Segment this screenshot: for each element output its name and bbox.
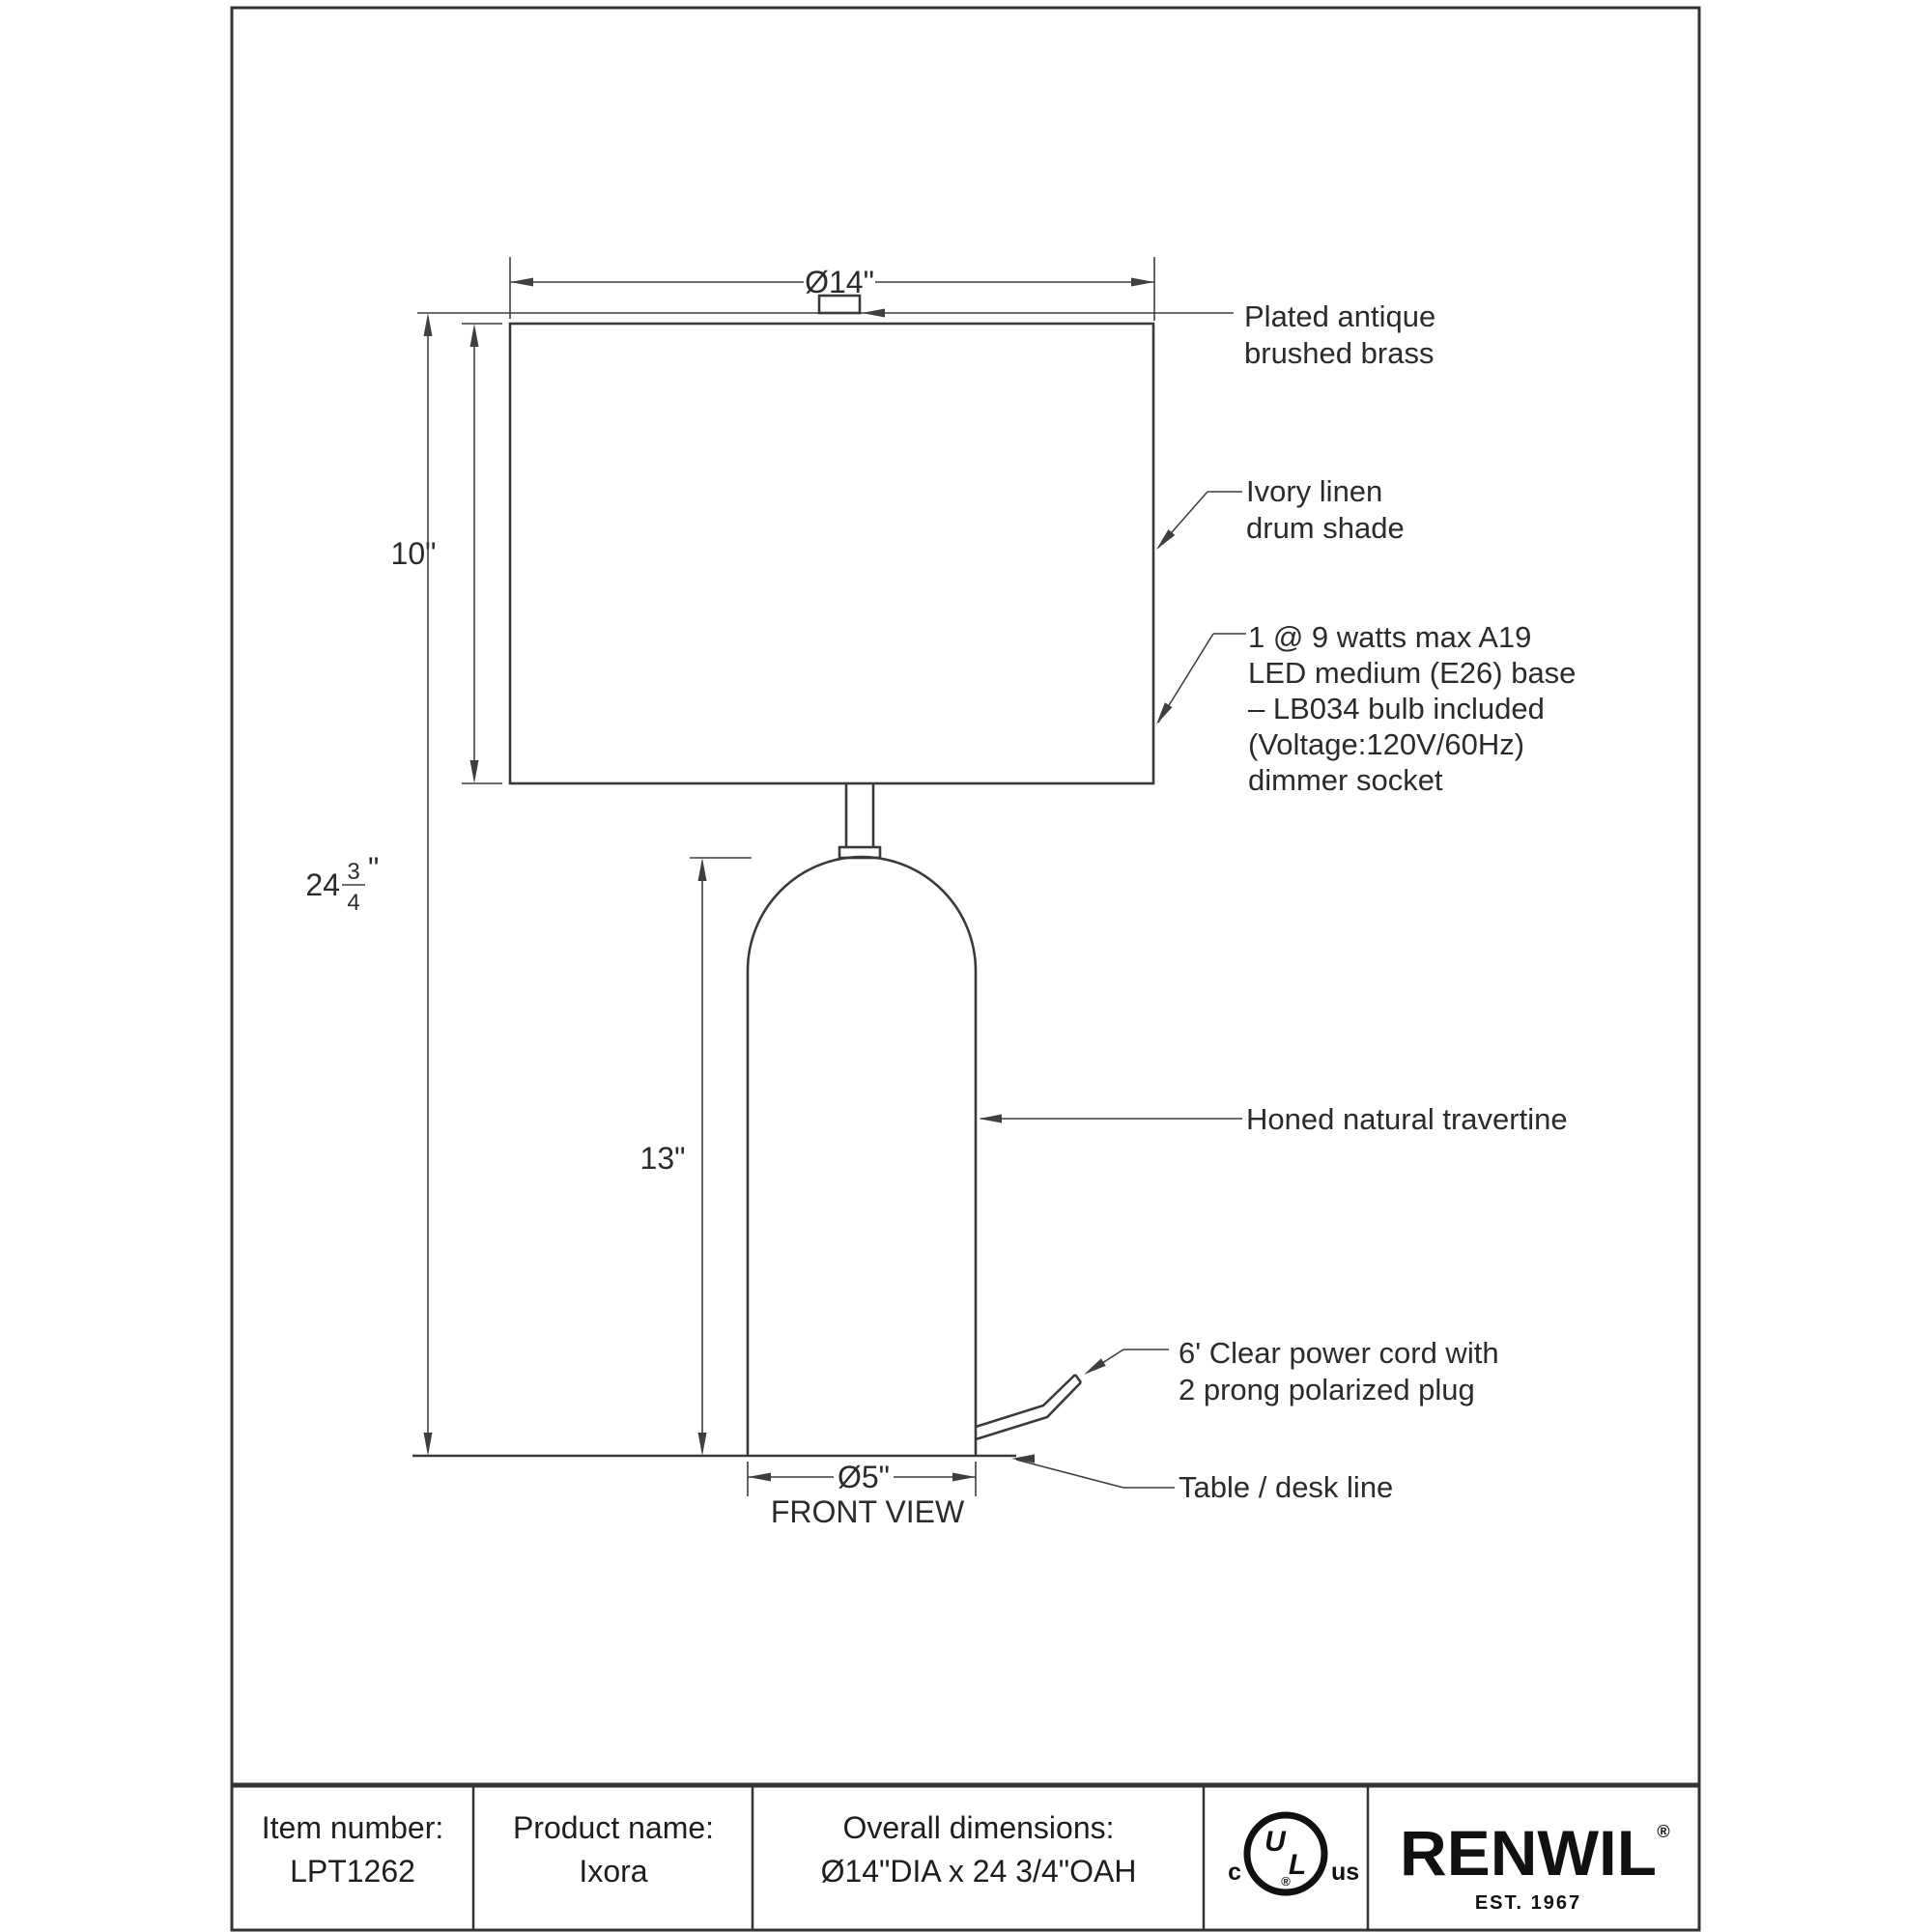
- callout-finial-line2: brushed brass: [1244, 336, 1435, 370]
- callout-base-text: Honed natural travertine: [1246, 1102, 1568, 1136]
- product-name-value: Ixora: [579, 1854, 648, 1889]
- ul-letter-u: U: [1264, 1826, 1286, 1858]
- overall-dimensions-label: Overall dimensions:: [842, 1810, 1115, 1845]
- callout-cord-line2: 2 prong polarized plug: [1179, 1373, 1475, 1406]
- dim-13-arrow-up: [698, 858, 707, 881]
- product-name-label: Product name:: [512, 1810, 715, 1845]
- dim-base-diameter-label: Ø5": [837, 1460, 891, 1494]
- brand-registered-mark: ®: [1657, 1822, 1670, 1841]
- dim-24-arrow-up: [424, 313, 433, 336]
- callout-table-text: Table / desk line: [1179, 1470, 1394, 1504]
- callout-cord-arrow: [1084, 1358, 1106, 1375]
- page-border: [232, 8, 1699, 1930]
- title-block-product-name-cell: [513, 1810, 714, 1889]
- dim-shade-height-label: 10": [390, 536, 437, 571]
- callout-bulb-line4: (Voltage:120V/60Hz): [1248, 727, 1525, 761]
- dim-shade-diameter-label: Ø14": [805, 265, 874, 299]
- dim-5-arrow-right: [952, 1473, 976, 1482]
- shade-outline: [510, 324, 1153, 783]
- item-number-value: LPT1262: [290, 1854, 415, 1889]
- dim-14-arrow-left: [510, 278, 533, 287]
- dim-13-arrow-down: [698, 1433, 707, 1456]
- callout-finial-arrow: [862, 309, 885, 318]
- dim-14-arrow-right: [1131, 278, 1154, 287]
- ul-letter-l: L: [1288, 1849, 1307, 1881]
- dim-overall-unit: ": [368, 851, 380, 886]
- callout-table-leader-d: [1016, 1460, 1123, 1488]
- callout-base-arrow: [979, 1115, 1002, 1123]
- dim-24-arrow-down: [424, 1433, 433, 1456]
- callout-cord-line1: 6' Clear power cord with: [1179, 1336, 1499, 1370]
- overall-dimensions-value: Ø14"DIA x 24 3/4"OAH: [820, 1854, 1137, 1889]
- dim-5-arrow-left: [748, 1473, 771, 1482]
- item-number-label: Item number:: [261, 1810, 444, 1845]
- renwil-logo: [1400, 1817, 1670, 1914]
- view-label: FRONT VIEW: [770, 1494, 965, 1529]
- power-cord-upper-line: [976, 1375, 1075, 1427]
- dim-overall-whole: 24: [305, 867, 340, 902]
- ul-us-mark: us: [1331, 1859, 1360, 1886]
- callout-finial-line1: Plated antique: [1244, 299, 1436, 333]
- brand-established: EST. 1967: [1474, 1892, 1582, 1914]
- callout-bulb-line2: LED medium (E26) base: [1248, 656, 1577, 690]
- ul-c-mark: c: [1228, 1859, 1241, 1886]
- dim-10-arrow-down: [470, 760, 479, 783]
- base-outline: [748, 857, 976, 1456]
- dim-10-arrow-up: [470, 324, 479, 347]
- ul-certification-icon: [1228, 1815, 1359, 1892]
- power-cord-end: [1075, 1375, 1081, 1382]
- dim-overall-height-label: [305, 851, 379, 916]
- title-block-item-number-cell: [262, 1810, 444, 1889]
- ul-registered-mark: ®: [1281, 1874, 1291, 1889]
- callout-bulb-arrow: [1156, 702, 1173, 724]
- callout-bulb-line3: – LB034 bulb included: [1248, 692, 1545, 725]
- callout-shade-line1: Ivory linen: [1246, 474, 1383, 508]
- callout-shade-line2: drum shade: [1246, 511, 1405, 545]
- brand-name: RENWIL: [1400, 1817, 1657, 1889]
- callout-bulb-line5: dimmer socket: [1248, 763, 1443, 797]
- dim-overall-numerator: 3: [347, 859, 360, 885]
- callout-bulb-line1: 1 @ 9 watts max A19: [1248, 620, 1532, 654]
- dim-overall-denominator: 4: [347, 890, 360, 916]
- dim-base-height-label: 13": [639, 1141, 686, 1176]
- title-block-overall-dimensions-cell: [821, 1810, 1137, 1889]
